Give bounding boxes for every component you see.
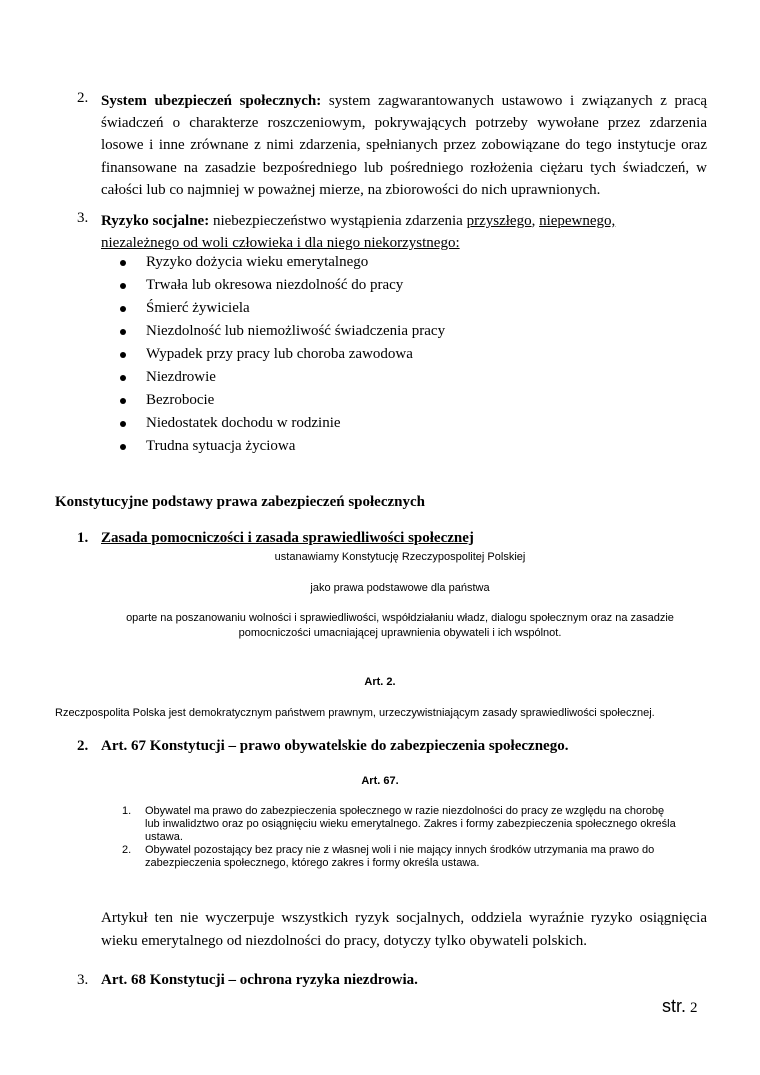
- bullet-icon: [120, 260, 126, 266]
- art-67-comment: [101, 907, 707, 953]
- sub-3-number: 3.: [77, 972, 89, 988]
- item-3-line-2: niezależnego od woli człowieka i dla niego niekorzystnego:: [101, 235, 460, 252]
- bullet-icon: [120, 352, 126, 358]
- risk-bullet-list: [100, 251, 445, 458]
- item-3-underlined-2: niepewnego,: [539, 213, 616, 229]
- bullet-text: Wypadek przy pracy lub choroba zawodowa: [146, 346, 413, 362]
- quote-line-2: jako prawa podstawowe dla państwa: [310, 582, 490, 594]
- bullet-item: [100, 366, 445, 389]
- bullet-text: Niedostatek dochodu w rodzinie: [146, 415, 341, 431]
- bullet-text: Ryzyko dożycia wieku emerytalnego: [146, 254, 369, 270]
- bullet-icon: [120, 444, 126, 450]
- bullet-text: Niezdrowie: [146, 369, 216, 385]
- point-line: ustawa.: [145, 831, 183, 843]
- item-2-line-5: całości lub co najmniej w poważnej mierze, na zbiorowości do nich uprawnionych.: [101, 181, 601, 198]
- point-line: Obywatel pozostający bez pracy nie z własnej woli i nie mający innych środków utrzymania ma prawo do: [145, 844, 655, 856]
- page-number: 2: [690, 1000, 698, 1016]
- item-2-line-4: finansowane na zasadzie bezpośredniego lub pośredniego rozłożenia ciężaru tych świadczeń, w: [101, 159, 707, 176]
- item-3-number: 3.: [77, 210, 89, 226]
- bullet-item: [100, 320, 445, 343]
- comment-line-2: wieku emerytalnego od niezdolności do pracy, dotyczy tylko obywateli polskich.: [101, 933, 587, 949]
- bullet-text: Trudna sytuacja życiowa: [146, 438, 296, 454]
- item-2-term: System ubezpieczeń społecznych:: [101, 93, 322, 109]
- art-67-points: [122, 805, 710, 870]
- art-2-text: Rzeczpospolita Polska jest demokratycznym państwem prawnym, urzeczywistniającym zasady sprawiedliwości społecznej.: [55, 707, 655, 719]
- quote-line-3: oparte na poszanowaniu wolności i sprawiedliwości, współdziałaniu władz, dialogu społecznym oraz na zasadzie: [126, 612, 674, 624]
- item-2-line-3: losowe i inne zrównane z nimi zdarzenia, spełnianych przez zobowiązane do tego instytucje oraz: [101, 137, 707, 154]
- item-2-paragraph: [101, 90, 707, 201]
- item-3-line-1: [101, 210, 721, 232]
- sub-1-number: 1.: [77, 530, 89, 546]
- page-label: str.: [662, 996, 687, 1016]
- point-number: 1.: [122, 805, 132, 817]
- point-line: lub inwalidztwo oraz po osiągnięciu wieku emerytalnego. Zakres i formy zabezpieczenia społecznego określa: [145, 818, 676, 830]
- item-2-line-2: świadczeń o charakterze roszczeniowym, pokrywających potrzeby wywołane przez zdarzenia: [101, 115, 707, 132]
- quote-line-4: pomocniczości umacniającej uprawnienia obywateli i ich wspólnot.: [238, 627, 562, 639]
- art-67-point-2: [122, 844, 710, 870]
- item-2-line-1-rest: system zagwarantowanych ustawowo i związanych z pracą: [328, 93, 708, 109]
- art-67-point-1: [122, 805, 710, 844]
- bullet-icon: [120, 283, 126, 289]
- bullet-icon: [120, 398, 126, 404]
- sub-3-title: Art. 68 Konstytucji – ochrona ryzyka niezdrowia.: [101, 972, 418, 988]
- bullet-item: [100, 389, 445, 412]
- point-line: zabezpieczenia społecznego, którego zakres i formy określa ustawa.: [145, 857, 480, 869]
- bullet-icon: [120, 329, 126, 335]
- art-2-label: Art. 2.: [364, 676, 396, 688]
- bullet-item: [100, 274, 445, 297]
- sub-2-title: Art. 67 Konstytucji – prawo obywatelskie do zabezpieczenia społecznego.: [101, 738, 569, 754]
- quote-line-1: ustanawiamy Konstytucję Rzeczypospolitej Polskiej: [274, 551, 526, 563]
- item-3-text-a: niebezpieczeństwo wystąpienia zdarzenia: [212, 213, 463, 229]
- page-footer: [662, 996, 698, 1017]
- bullet-icon: [120, 421, 126, 427]
- item-3-sep: ,: [531, 213, 536, 229]
- item-2-number: 2.: [77, 90, 89, 106]
- sub-1-title: Zasada pomocniczości i zasada sprawiedliwości społecznej: [101, 530, 474, 546]
- comment-line-1: Artykuł ten nie wyczerpuje wszystkich ryzyk socjalnych, oddziela wyraźnie ryzyko osiągnięcia: [101, 910, 707, 926]
- item-3-paragraph: [101, 210, 721, 254]
- item-2-line-1: [101, 90, 707, 112]
- sub-2-number: 2.: [77, 738, 89, 754]
- item-3-term: Ryzyko socjalne:: [101, 213, 210, 229]
- item-3-underlined-1: przyszłego: [466, 213, 532, 229]
- bullet-text: Śmierć żywiciela: [146, 300, 250, 316]
- point-line: Obywatel ma prawo do zabezpieczenia społecznego w razie niezdolności do pracy ze względu na chorobę: [145, 805, 665, 817]
- bullet-text: Trwała lub okresowa niezdolność do pracy: [146, 277, 404, 293]
- bullet-text: Bezrobocie: [146, 392, 215, 408]
- bullet-icon: [120, 306, 126, 312]
- bullet-icon: [120, 375, 126, 381]
- point-number: 2.: [122, 844, 132, 856]
- bullet-item: [100, 435, 445, 458]
- bullet-item: [100, 412, 445, 435]
- bullet-text: Niezdolność lub niemożliwość świadczenia pracy: [146, 323, 446, 339]
- bullet-item: [100, 343, 445, 366]
- art-67-label: Art. 67.: [361, 775, 399, 787]
- bullet-item: [100, 297, 445, 320]
- section-heading: Konstytucyjne podstawy prawa zabezpieczeń społecznych: [55, 494, 425, 510]
- bullet-item: [100, 251, 445, 274]
